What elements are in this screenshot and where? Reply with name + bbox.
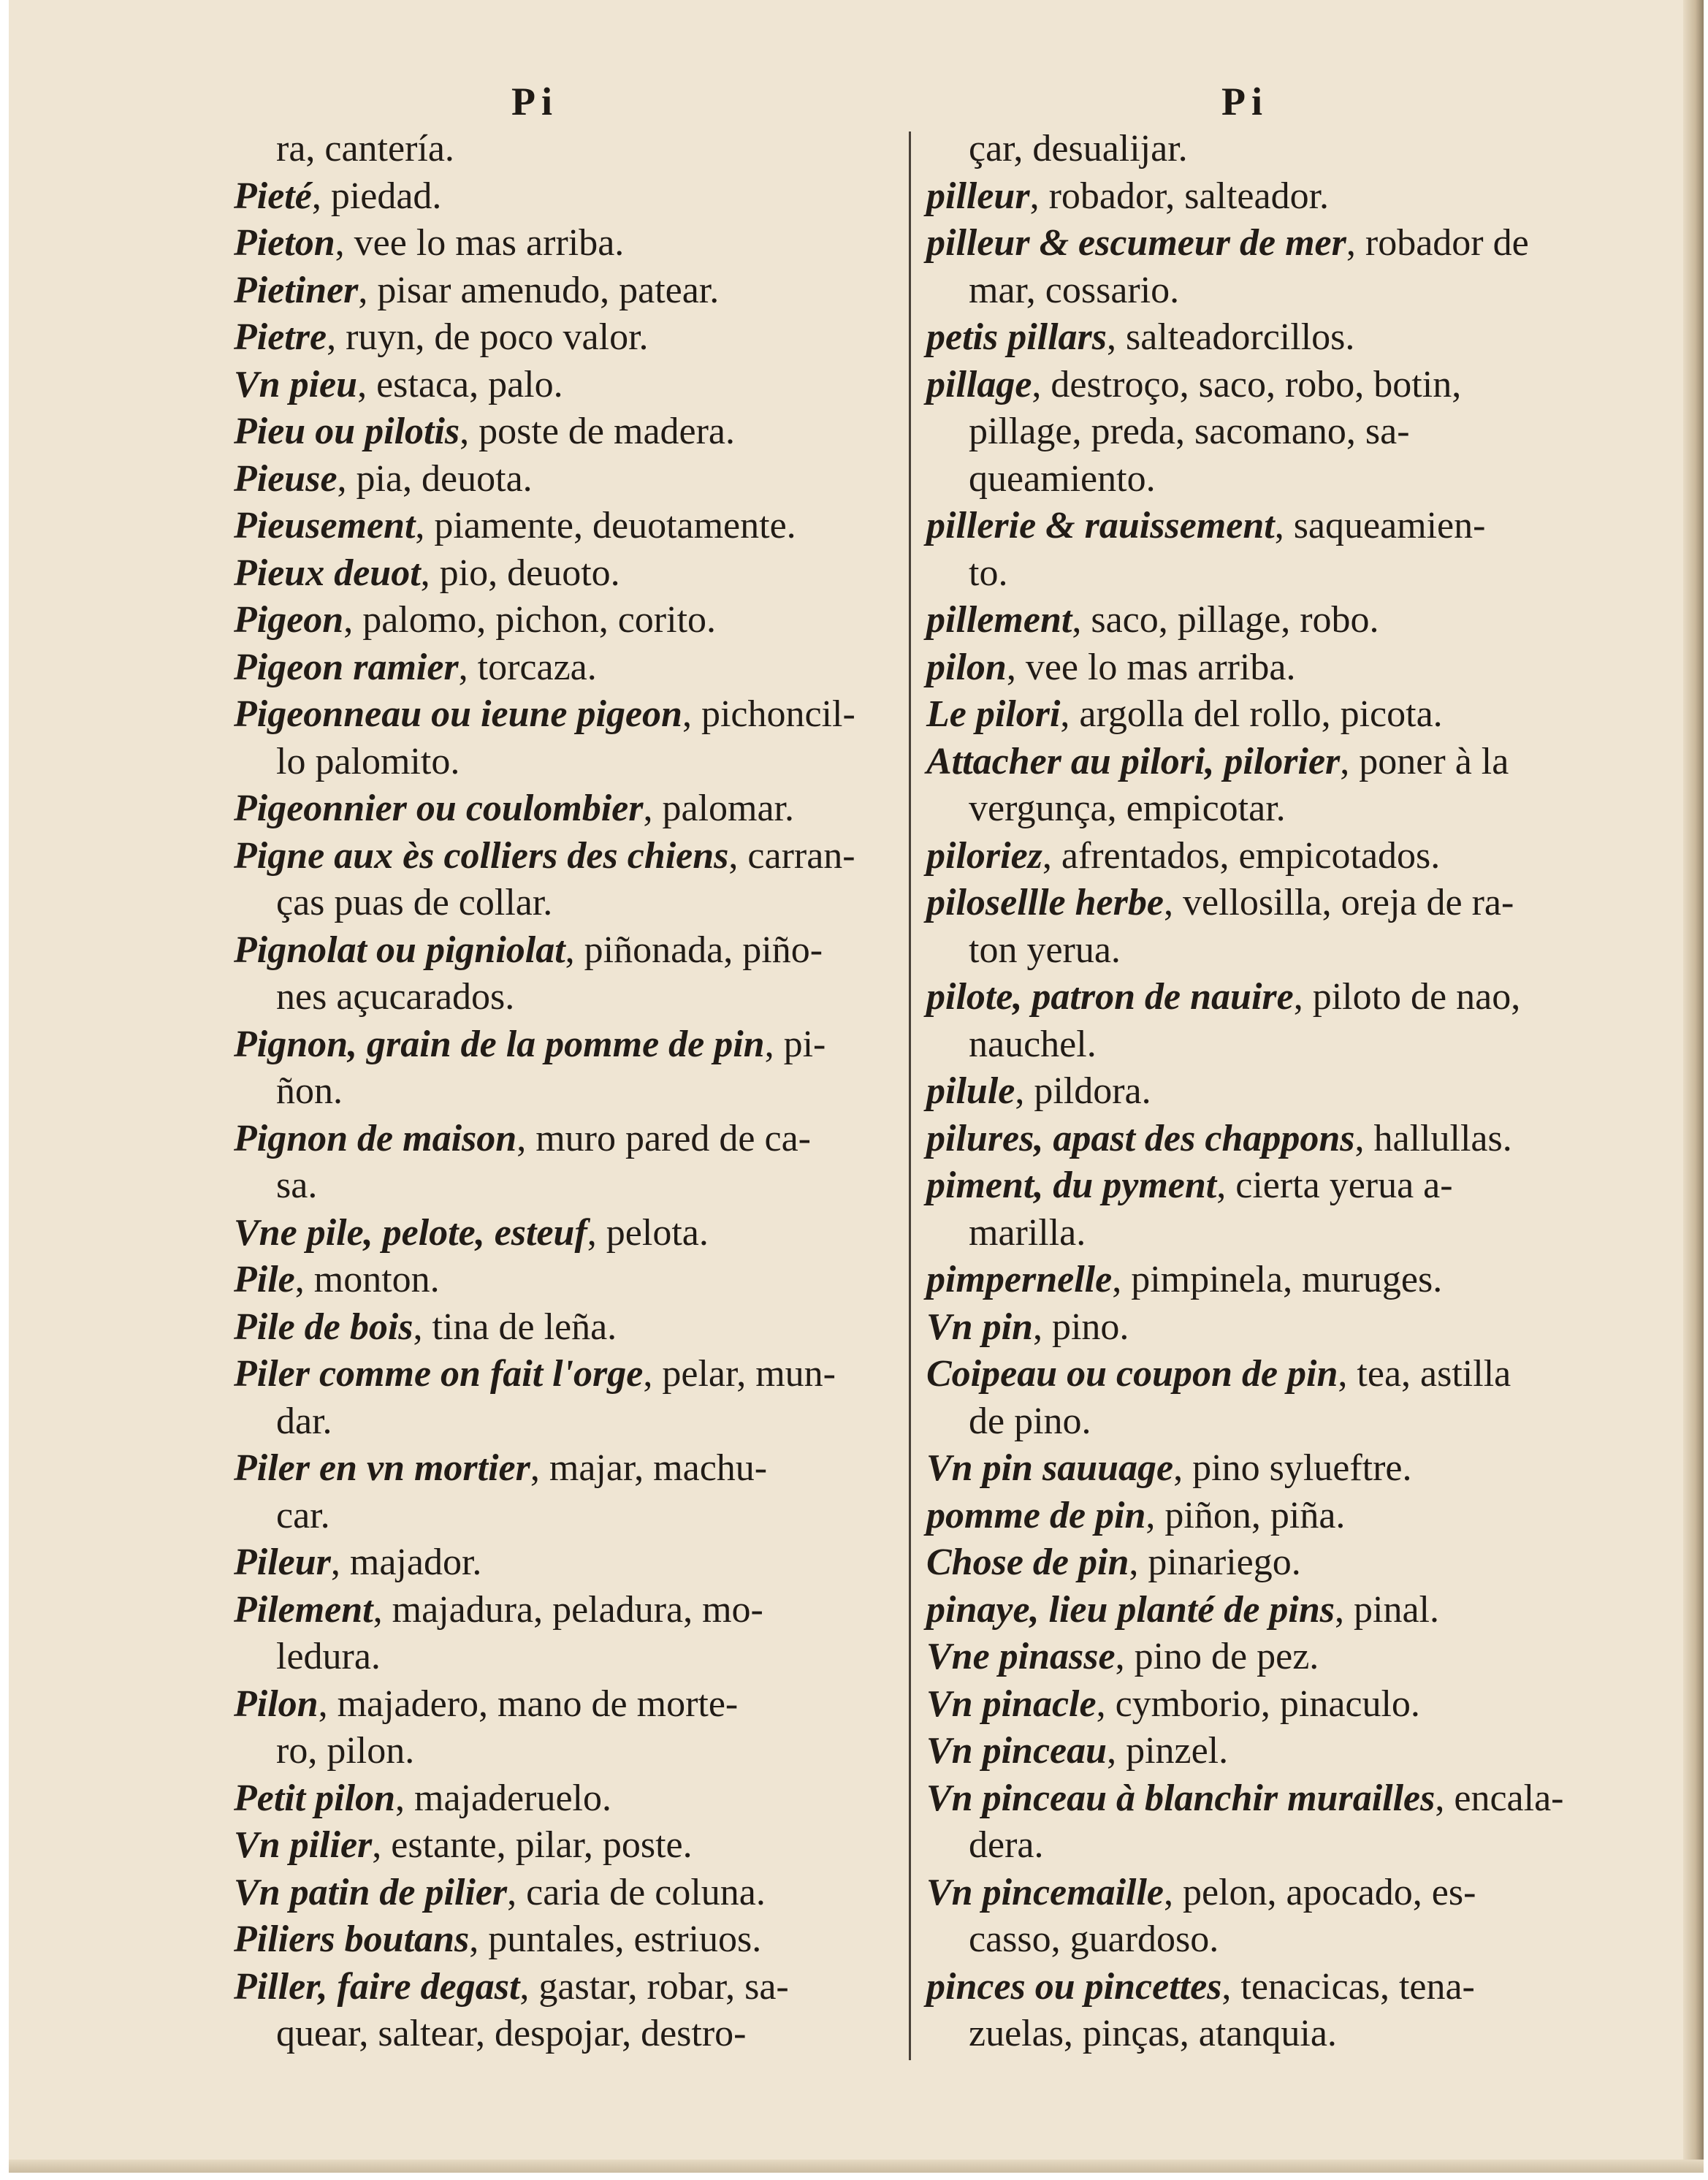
entry-headword: pillement <box>926 599 1072 641</box>
entry-headword: Pignon, grain de la pomme de pin <box>234 1023 765 1065</box>
entry-continuation <box>926 267 1584 315</box>
entry-translation: nes açucarados. <box>276 976 515 1018</box>
entry-headword: Piler comme on fait l'orge <box>234 1353 644 1395</box>
entry-translation: , cierta yerua a- <box>1216 1165 1453 1206</box>
dictionary-entry <box>926 314 1584 362</box>
dictionary-entry <box>234 833 913 880</box>
entry-translation: ton yerua. <box>969 929 1121 971</box>
entry-translation: marilla. <box>969 1211 1086 1254</box>
entry-headword: pilleur & escumeur de mer <box>926 222 1346 264</box>
entry-translation: , pelar, mun- <box>643 1353 836 1395</box>
dictionary-entry <box>926 1445 1584 1493</box>
dictionary-entry <box>234 597 913 644</box>
entry-continuation <box>926 550 1584 598</box>
dictionary-entry <box>234 550 913 598</box>
entry-headword: pilures, apast des chappons <box>926 1117 1355 1159</box>
entry-headword: Attacher au pilori, pilorier <box>926 740 1341 782</box>
dictionary-entry <box>234 1539 913 1587</box>
dictionary-entry <box>234 314 913 362</box>
entry-translation: , poste de madera. <box>460 411 736 452</box>
dictionary-entry <box>926 1681 1584 1729</box>
dictionary-entry <box>234 1822 913 1870</box>
entry-translation: mar, cossario. <box>969 269 1180 311</box>
right-column <box>926 126 1584 2058</box>
entry-translation: , pino sylueftre. <box>1173 1447 1412 1489</box>
entry-continuation <box>926 927 1584 975</box>
entry-headword: pilosellle herbe <box>926 882 1164 923</box>
entry-continuation <box>234 880 913 927</box>
entry-translation: , vee lo mas arriba. <box>1006 646 1296 688</box>
entry-translation: , tenacicas, tena- <box>1221 1965 1475 2008</box>
entry-translation: , majador. <box>330 1541 482 1583</box>
entry-translation: , tea, astilla <box>1338 1353 1511 1395</box>
entry-headword: Pigeon <box>234 599 344 641</box>
entry-headword: Pieton <box>234 222 335 264</box>
entry-translation: , hallullas. <box>1354 1117 1512 1159</box>
entry-translation: , majaderuelo. <box>395 1777 611 1819</box>
entry-headword: Pile <box>234 1259 295 1300</box>
entry-translation: , salteadorcillos. <box>1107 316 1355 358</box>
dictionary-entry <box>234 927 913 975</box>
entry-continuation <box>926 1210 1584 1257</box>
entry-continuation <box>234 2011 913 2058</box>
dictionary-entry <box>234 1351 913 1398</box>
entry-continuation <box>234 1162 913 1210</box>
entry-translation: , saco, pillage, robo. <box>1072 599 1379 641</box>
entry-headword: Pilon <box>234 1682 319 1725</box>
entry-translation: to. <box>969 552 1008 594</box>
dictionary-entry <box>926 1539 1584 1587</box>
dictionary-entry <box>234 785 913 833</box>
entry-translation: , monton. <box>294 1259 440 1300</box>
entry-continuation <box>926 456 1584 503</box>
entry-continuation <box>926 408 1584 456</box>
entry-translation: , pinzel. <box>1107 1730 1229 1772</box>
entry-headword: Petit pilon <box>234 1777 395 1819</box>
entry-headword: piment, du pyment <box>926 1165 1217 1206</box>
entry-continuation <box>234 974 913 1021</box>
entry-headword: Coipeau ou coupon de pin <box>926 1353 1338 1395</box>
dictionary-entry <box>234 220 913 267</box>
dictionary-entry <box>926 1116 1584 1163</box>
entry-translation: , pi- <box>764 1023 826 1065</box>
entry-translation: , estante, pilar, poste. <box>372 1824 693 1866</box>
entry-headword: Pieusement <box>234 505 416 546</box>
entry-translation: , piedad. <box>311 175 442 217</box>
dictionary-entry <box>234 173 913 221</box>
entry-translation: , caria de coluna. <box>507 1871 766 1913</box>
page-header-left: Pi <box>511 80 558 123</box>
entry-translation: , puntales, estriuos. <box>469 1918 762 1960</box>
entry-translation: , piamente, deuotamente. <box>415 505 796 546</box>
page-edge <box>1683 0 1704 2173</box>
entry-continuation <box>234 1634 913 1681</box>
entry-translation: , vellosilla, oreja de ra- <box>1163 882 1514 923</box>
dictionary-entry <box>926 880 1584 927</box>
entry-headword: Pietiner <box>234 269 359 311</box>
entry-translation: , robador, salteador. <box>1029 175 1330 217</box>
entry-headword: pillage <box>926 363 1032 405</box>
entry-headword: Pile de bois <box>234 1306 413 1348</box>
dictionary-entry <box>926 1493 1584 1540</box>
entry-headword: pilon <box>926 646 1007 688</box>
entry-translation: quear, saltear, despojar, destro- <box>276 2013 747 2054</box>
entry-headword: Pignon de maison <box>234 1117 517 1159</box>
entry-translation: , pildora. <box>1015 1070 1151 1112</box>
dictionary-entry <box>926 1587 1584 1634</box>
dictionary-entry <box>926 974 1584 1021</box>
entry-headword: pilote, patron de nauire <box>926 976 1294 1018</box>
entry-headword: pinaye, lieu planté de pins <box>926 1588 1335 1631</box>
dictionary-entry <box>926 1068 1584 1116</box>
entry-headword: Vn pincemaille <box>926 1871 1164 1913</box>
entry-translation: , pio, deuoto. <box>420 552 620 594</box>
entry-headword: Vn pinceau <box>926 1730 1107 1772</box>
dictionary-entry <box>926 1351 1584 1398</box>
dictionary-entry <box>234 456 913 503</box>
entry-translation: nauchel. <box>969 1023 1097 1065</box>
entry-translation: zuelas, pinças, atanquia. <box>969 2013 1337 2054</box>
dictionary-entry <box>234 1916 913 1964</box>
entry-headword: Chose de pin <box>926 1541 1129 1583</box>
dictionary-entry <box>926 1775 1584 1823</box>
entry-translation: , majadura, peladura, mo- <box>373 1588 763 1631</box>
entry-translation: , pichoncil- <box>682 693 855 735</box>
entry-translation: ñon. <box>276 1070 343 1112</box>
entry-translation: car. <box>276 1494 330 1536</box>
entry-continuation <box>234 1493 913 1540</box>
page-bottom-edge <box>9 2160 1704 2173</box>
dictionary-entry <box>234 1775 913 1823</box>
entry-continuation <box>926 2011 1584 2058</box>
entry-continuation <box>234 1068 913 1116</box>
entry-translation: , argolla del rollo, picota. <box>1060 693 1443 735</box>
entry-translation: çar, desualijar. <box>969 128 1188 169</box>
entry-headword: Pigne aux ès colliers des chiens <box>234 834 729 877</box>
dictionary-entry <box>926 1728 1584 1775</box>
entry-translation: , destroço, saco, robo, botin, <box>1032 363 1462 405</box>
entry-headword: Pieux deuot <box>234 552 421 594</box>
entry-headword: Pietre <box>234 316 327 358</box>
entry-translation: , muro pared de ca- <box>516 1117 811 1159</box>
entry-headword: Pieté <box>234 175 312 217</box>
left-column <box>234 126 913 2058</box>
entry-translation: , saqueamien- <box>1274 505 1486 546</box>
entry-headword: Piliers boutans <box>234 1918 470 1960</box>
entry-headword: pinces ou pincettes <box>926 1965 1222 2008</box>
entry-translation: vergunça, empicotar. <box>969 788 1286 829</box>
entry-continuation <box>926 1021 1584 1069</box>
entry-translation: , pisar amenudo, patear. <box>358 269 720 311</box>
entry-headword: Pignolat ou pigniolat <box>234 929 565 971</box>
entry-headword: pimpernelle <box>926 1259 1113 1300</box>
dictionary-entry <box>926 220 1584 267</box>
entry-headword: Vn pin <box>926 1306 1033 1348</box>
entry-translation: , piñon, piña. <box>1145 1494 1346 1536</box>
entry-translation: queamiento. <box>969 457 1156 500</box>
entry-translation: , piloto de nao, <box>1293 976 1521 1018</box>
entry-translation: , tina de leña. <box>413 1306 617 1348</box>
entry-translation: ro, pilon. <box>276 1730 415 1772</box>
dictionary-entry <box>234 1021 913 1069</box>
dictionary-entry <box>926 1964 1584 2011</box>
entry-translation: , cymborio, pinaculo. <box>1096 1682 1420 1725</box>
entry-headword: Pieu ou pilotis <box>234 411 460 452</box>
entry-headword: pilule <box>926 1070 1015 1112</box>
entry-translation: , pelota. <box>587 1211 709 1254</box>
dictionary-entry <box>234 691 913 739</box>
entry-headword: petis pillars <box>926 316 1107 358</box>
entry-translation: , estaca, palo. <box>357 363 563 405</box>
dictionary-entry <box>234 503 913 550</box>
dictionary-entry <box>234 1116 913 1163</box>
entry-translation: dera. <box>969 1824 1044 1866</box>
entry-continuation <box>926 1398 1584 1446</box>
dictionary-entry <box>234 1587 913 1634</box>
entry-headword: Le pilori <box>926 693 1061 735</box>
entry-translation: ças puas de collar. <box>276 882 553 923</box>
entry-headword: Vne pinasse <box>926 1636 1116 1677</box>
dictionary-entry <box>926 833 1584 880</box>
entry-translation: ledura. <box>276 1636 381 1677</box>
dictionary-entry <box>234 362 913 409</box>
entry-continuation <box>234 1728 913 1775</box>
entry-translation: , pino de pez. <box>1115 1636 1319 1677</box>
entry-translation: dar. <box>276 1400 332 1442</box>
dictionary-entry <box>234 408 913 456</box>
entry-headword: Vn pieu <box>234 363 358 405</box>
entry-translation: , majar, machu- <box>530 1447 768 1489</box>
entry-translation: , gastar, robar, sa- <box>519 1965 789 2008</box>
entry-translation: sa. <box>276 1165 318 1206</box>
entry-headword: Vn pinacle <box>926 1682 1097 1725</box>
dictionary-entry <box>234 1681 913 1729</box>
dictionary-entry <box>926 503 1584 550</box>
entry-translation: ra, cantería. <box>276 128 454 169</box>
entry-headword: Vne pile, pelote, esteuf <box>234 1211 587 1254</box>
entry-headword: Pigeon ramier <box>234 646 459 688</box>
dictionary-entry <box>234 1210 913 1257</box>
entry-translation: , robador de <box>1346 222 1529 264</box>
entry-headword: piloriez <box>926 834 1042 877</box>
entry-headword: Piler en vn mortier <box>234 1447 530 1489</box>
entry-headword: Pigeonneau ou ieune pigeon <box>234 693 682 735</box>
entry-translation: pillage, preda, sacomano, sa- <box>969 411 1410 452</box>
entry-translation: , pino. <box>1032 1306 1129 1348</box>
dictionary-entry <box>234 644 913 692</box>
entry-translation: , torcaza. <box>458 646 597 688</box>
entry-headword: Vn pin sauuage <box>926 1447 1174 1489</box>
page-header-right: Pi <box>1221 80 1268 123</box>
dictionary-entry <box>234 1445 913 1493</box>
entry-headword: pillerie & rauissement <box>926 505 1275 546</box>
entry-translation: , piñonada, piño- <box>565 929 823 971</box>
entry-translation: , afrentados, empicotados. <box>1042 834 1441 877</box>
entry-continuation <box>926 1822 1584 1870</box>
entry-continuation <box>926 126 1584 173</box>
dictionary-entry <box>234 1870 913 1917</box>
entry-continuation <box>234 1398 913 1446</box>
dictionary-entry <box>926 1870 1584 1917</box>
entry-translation: casso, guardoso. <box>969 1918 1219 1960</box>
dictionary-entry <box>234 1964 913 2011</box>
entry-translation: , palomar. <box>643 788 794 829</box>
dictionary-entry <box>234 1304 913 1352</box>
entry-translation: de pino. <box>969 1400 1091 1442</box>
dictionary-entry <box>926 691 1584 739</box>
entry-translation: , pia, deuota. <box>337 457 533 500</box>
entry-translation: lo palomito. <box>276 740 460 782</box>
entry-headword: Pigeonnier ou coulombier <box>234 788 644 829</box>
entry-continuation <box>926 1916 1584 1964</box>
entry-continuation <box>234 739 913 786</box>
entry-headword: pilleur <box>926 175 1030 217</box>
dictionary-entry <box>926 739 1584 786</box>
dictionary-entry <box>234 1257 913 1304</box>
entry-headword: Pilement <box>234 1588 373 1631</box>
entry-translation: , pelon, apocado, es- <box>1164 1871 1476 1913</box>
entry-translation: , carran- <box>728 834 855 877</box>
entry-translation: , pinariego. <box>1129 1541 1301 1583</box>
entry-translation: , pimpinela, muruges. <box>1112 1259 1443 1300</box>
entry-translation: , ruyn, de poco valor. <box>327 316 649 358</box>
entry-headword: Piller, faire degast <box>234 1965 520 2008</box>
dictionary-entry <box>926 1257 1584 1304</box>
entry-headword: Vn pinceau à blanchir murailles <box>926 1777 1436 1819</box>
dictionary-entry <box>926 644 1584 692</box>
entry-continuation <box>234 126 913 173</box>
entry-translation: , palomo, pichon, corito. <box>343 599 717 641</box>
entry-translation: , vee lo mas arriba. <box>335 222 625 264</box>
entry-translation: , encala- <box>1435 1777 1564 1819</box>
entry-headword: Vn pilier <box>234 1824 373 1866</box>
dictionary-entry <box>926 362 1584 409</box>
entry-headword: Pileur <box>234 1541 331 1583</box>
entry-headword: Vn patin de pilier <box>234 1871 508 1913</box>
book-page <box>9 0 1704 2173</box>
dictionary-entry <box>234 267 913 315</box>
dictionary-entry <box>926 1162 1584 1210</box>
entry-translation: , poner à la <box>1340 740 1509 782</box>
entry-translation: , majadero, mano de morte- <box>318 1682 739 1725</box>
dictionary-entry <box>926 597 1584 644</box>
dictionary-entry <box>926 173 1584 221</box>
dictionary-entry <box>926 1634 1584 1681</box>
entry-headword: pomme de pin <box>926 1494 1146 1536</box>
entry-continuation <box>926 785 1584 833</box>
entry-headword: Pieuse <box>234 457 338 500</box>
entry-translation: , pinal. <box>1335 1588 1439 1631</box>
dictionary-entry <box>926 1304 1584 1352</box>
